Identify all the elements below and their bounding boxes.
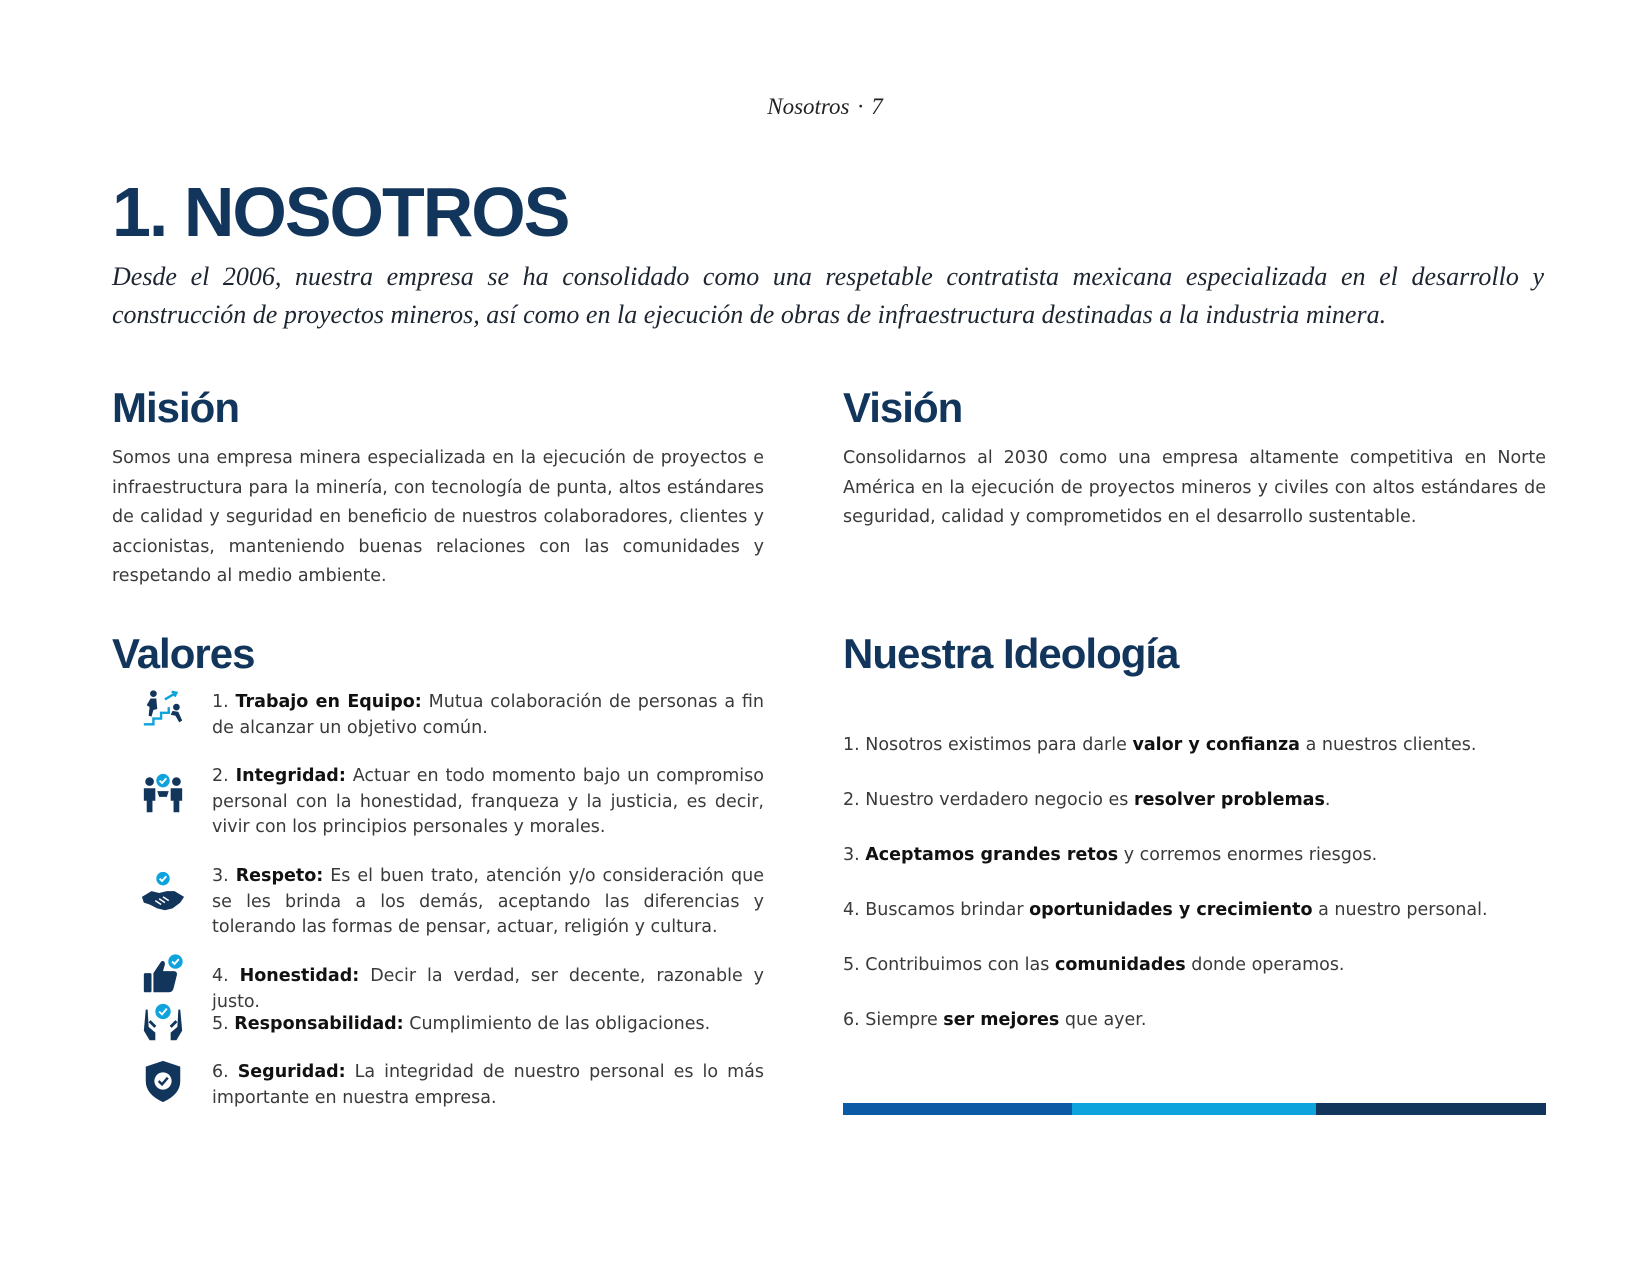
caring-hands-icon xyxy=(140,1000,186,1046)
color-bar-segment-cyan xyxy=(1072,1103,1316,1115)
ideology-item: 3. Aceptamos grandes retos y corremos enormes riesgos. xyxy=(843,845,1378,865)
value-text: 1. Trabajo en Equipo: Mutua colaboración de personas a fin de alcanzar un objetivo común. xyxy=(212,692,764,738)
value-text: 3. Respeto: Es el buen trato, atención y/o consideración que se les brinda a los demás, aceptando las diferencias y tolerando las formas de pensar, actuar, religión y cultura. xyxy=(212,866,764,937)
color-bar-segment-blue xyxy=(843,1103,1072,1115)
shield-check-icon xyxy=(140,1058,186,1104)
value-text: 6. Seguridad: La integridad de nuestro personal es lo más importante en nuestra empresa. xyxy=(212,1062,764,1108)
ideology-item: 2. Nuestro verdadero negocio es resolver problemas. xyxy=(843,790,1331,810)
ideology-item: 1. Nosotros existimos para darle valor y confianza a nuestros clientes. xyxy=(843,735,1477,755)
mision-text: Somos una empresa minera especializada en la ejecución de proyectos e infraestructura para la minería, con tecnología de punta, altos estándares de calidad y seguridad en beneficio de nuestros colaboradores, clientes y accionistas, manteniendo buenas relaciones con las comunidades y respetando al medio ambiente. xyxy=(112,448,764,586)
ideologia-heading: Nuestra Ideología xyxy=(843,630,1179,677)
valores-heading: Valores xyxy=(112,630,255,677)
vision-text: Consolidarnos al 2030 como una empresa altamente competitiva en Norte América en la ejecución de proyectos mineros y civiles con altos estándares de seguridad, calidad y comprometidos en el desarrollo sustentable. xyxy=(843,448,1546,527)
running-header xyxy=(0,94,1650,120)
mision-heading: Misión xyxy=(112,384,239,431)
header-separator: · xyxy=(857,94,864,119)
handshake-icon xyxy=(140,870,186,916)
ideology-item: 4. Buscamos brindar oportunidades y crecimiento a nuestro personal. xyxy=(843,900,1488,920)
vision-heading: Visión xyxy=(843,384,963,431)
teamwork-icon xyxy=(140,686,186,732)
value-text: 2. Integridad: Actuar en todo momento bajo un compromiso personal con la honestidad, franqueza y la justicia, es decir, vivir con los principios personales y morales. xyxy=(212,766,764,837)
intro-paragraph: Desde el 2006, nuestra empresa se ha consolidado como una respetable contratista mexicana especializada en el desarrollo y construcción de proyectos mineros, así como en la ejecución de obras de infraestructura destinadas a la industria minera. xyxy=(112,262,1544,329)
page-title: 1. NOSOTROS xyxy=(112,173,569,251)
integrity-people-icon xyxy=(140,772,186,818)
value-text: 5. Responsabilidad: Cumplimiento de las obligaciones. xyxy=(212,1014,711,1034)
ideology-item: 5. Contribuimos con las comunidades donde operamos. xyxy=(843,955,1345,975)
color-bar-segment-navy xyxy=(1316,1103,1546,1115)
thumbs-up-icon xyxy=(140,952,186,998)
page-number: 7 xyxy=(871,94,883,119)
header-section: Nosotros xyxy=(767,94,850,119)
value-text: 4. Honestidad: Decir la verdad, ser decente, razonable y justo. xyxy=(212,966,764,1012)
decorative-color-bar xyxy=(843,1103,1546,1115)
ideology-item: 6. Siempre ser mejores que ayer. xyxy=(843,1010,1147,1030)
